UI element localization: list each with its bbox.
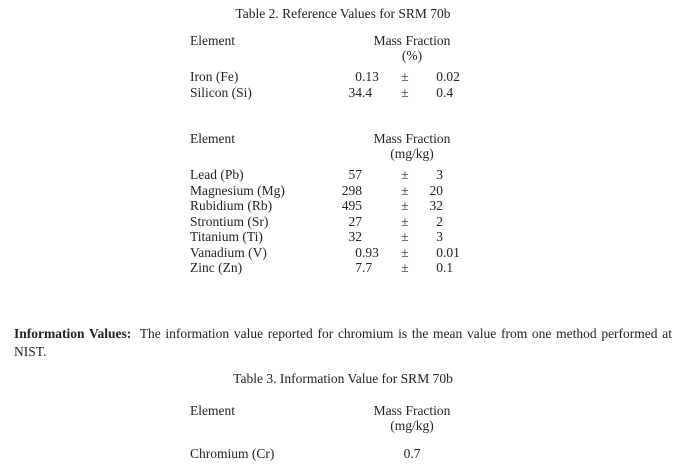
table-row <box>190 167 686 183</box>
mass-fraction-label: Mass Fraction <box>373 131 451 146</box>
plus-minus-sign: ± <box>401 244 409 260</box>
value-int: 7 <box>355 260 362 275</box>
table3-header-row <box>190 403 686 433</box>
mass-fraction-column-header <box>333 33 491 63</box>
table2-percent-rows <box>190 69 686 100</box>
unit-label: (mg/kg) <box>390 146 434 161</box>
plus-minus-sign: ± <box>401 84 409 100</box>
information-values-paragraph <box>0 325 686 361</box>
uncertainty-int: 3 <box>436 229 443 244</box>
element-name: Vanadium (V) <box>190 244 267 260</box>
uncertainty-int: 0 <box>436 69 443 84</box>
mass-fraction-label: Mass Fraction <box>373 33 451 48</box>
element-name: Rubidium (Rb) <box>190 198 273 213</box>
element-name: Chromium (Cr) <box>190 445 275 461</box>
uncertainty-frac: .4 <box>443 84 454 100</box>
value-frac: .7 <box>362 260 373 275</box>
plus-minus-sign: ± <box>401 167 409 182</box>
table-row <box>190 245 686 261</box>
information-values-label: Information Values: <box>14 325 132 341</box>
mass-fraction-label: Mass Fraction <box>373 402 451 418</box>
table2-percent-section <box>190 33 686 100</box>
table-row <box>190 260 686 276</box>
value-frac <box>362 183 385 199</box>
element-name: Magnesium (Mg) <box>190 182 285 198</box>
uncertainty-frac <box>443 167 467 183</box>
plus-minus-sign: ± <box>401 260 409 275</box>
value-int: 57 <box>348 167 362 182</box>
plus-minus-sign: ± <box>401 198 409 213</box>
table-row <box>190 446 686 462</box>
plus-minus-sign: ± <box>401 229 409 244</box>
value-int: 0 <box>355 69 362 84</box>
table-row <box>190 183 686 199</box>
value-int: 0 <box>355 244 362 260</box>
table2-mgkg-rows <box>190 167 686 276</box>
table2-mgkg-header-row <box>190 131 686 161</box>
value-frac: .4 <box>362 84 373 100</box>
value: 0.7 <box>403 445 421 461</box>
uncertainty-int: 0 <box>436 244 443 260</box>
table3-title: Table 3. Information Value for SRM 70b <box>233 370 453 386</box>
uncertainty-int: 32 <box>429 198 443 213</box>
value-int: 34 <box>348 84 362 100</box>
value-frac <box>362 229 385 245</box>
element-column-header: Element <box>190 33 235 48</box>
value-int: 27 <box>348 213 362 229</box>
element-column-header: Element <box>190 131 235 146</box>
mass-fraction-column-header <box>333 131 491 161</box>
element-column-header: Element <box>190 402 235 418</box>
uncertainty-frac: .01 <box>443 244 460 260</box>
plus-minus-sign: ± <box>401 182 409 198</box>
table-row <box>190 198 686 214</box>
mass-fraction-column-header <box>333 403 491 433</box>
uncertainty-frac <box>443 183 467 199</box>
table2-mgkg-section <box>190 131 686 276</box>
table-row <box>190 214 686 230</box>
information-values-text: The information value reported for chromium is the mean value from one method performed at NIST. <box>14 325 672 359</box>
table-row <box>190 69 686 85</box>
table2-percent-header-row <box>190 33 686 63</box>
value-frac <box>362 198 385 214</box>
uncertainty-int: 0 <box>436 84 443 100</box>
uncertainty-frac <box>443 198 467 214</box>
uncertainty-int: 3 <box>436 167 443 182</box>
uncertainty-frac: .02 <box>443 69 460 84</box>
plus-minus-sign: ± <box>401 69 409 84</box>
uncertainty-int: 0 <box>436 260 443 275</box>
element-name: Titanium (Ti) <box>190 229 263 244</box>
table2-title: Table 2. Reference Values for SRM 70b <box>235 6 451 21</box>
value-frac: .13 <box>362 69 379 84</box>
element-name: Lead (Pb) <box>190 167 244 182</box>
uncertainty-frac <box>443 229 467 245</box>
element-name: Iron (Fe) <box>190 69 239 84</box>
value-int: 495 <box>341 198 362 213</box>
table-row <box>190 85 686 101</box>
table-row <box>190 229 686 245</box>
element-name: Zinc (Zn) <box>190 260 243 275</box>
unit-label: (mg/kg) <box>390 417 434 433</box>
value-frac <box>362 167 385 183</box>
unit-label: (%) <box>401 48 423 63</box>
uncertainty-int: 20 <box>429 182 443 198</box>
value-int: 32 <box>348 229 362 244</box>
element-name: Silicon (Si) <box>190 84 252 100</box>
uncertainty-int: 2 <box>436 213 443 229</box>
value-frac: .93 <box>362 244 379 260</box>
element-name: Strontium (Sr) <box>190 213 269 229</box>
value-int: 298 <box>341 182 362 198</box>
plus-minus-sign: ± <box>401 213 409 229</box>
uncertainty-frac <box>443 214 467 230</box>
value-frac <box>362 214 385 230</box>
uncertainty-frac: .1 <box>443 260 454 275</box>
table3-rows <box>190 446 686 462</box>
table3-section <box>190 403 686 462</box>
